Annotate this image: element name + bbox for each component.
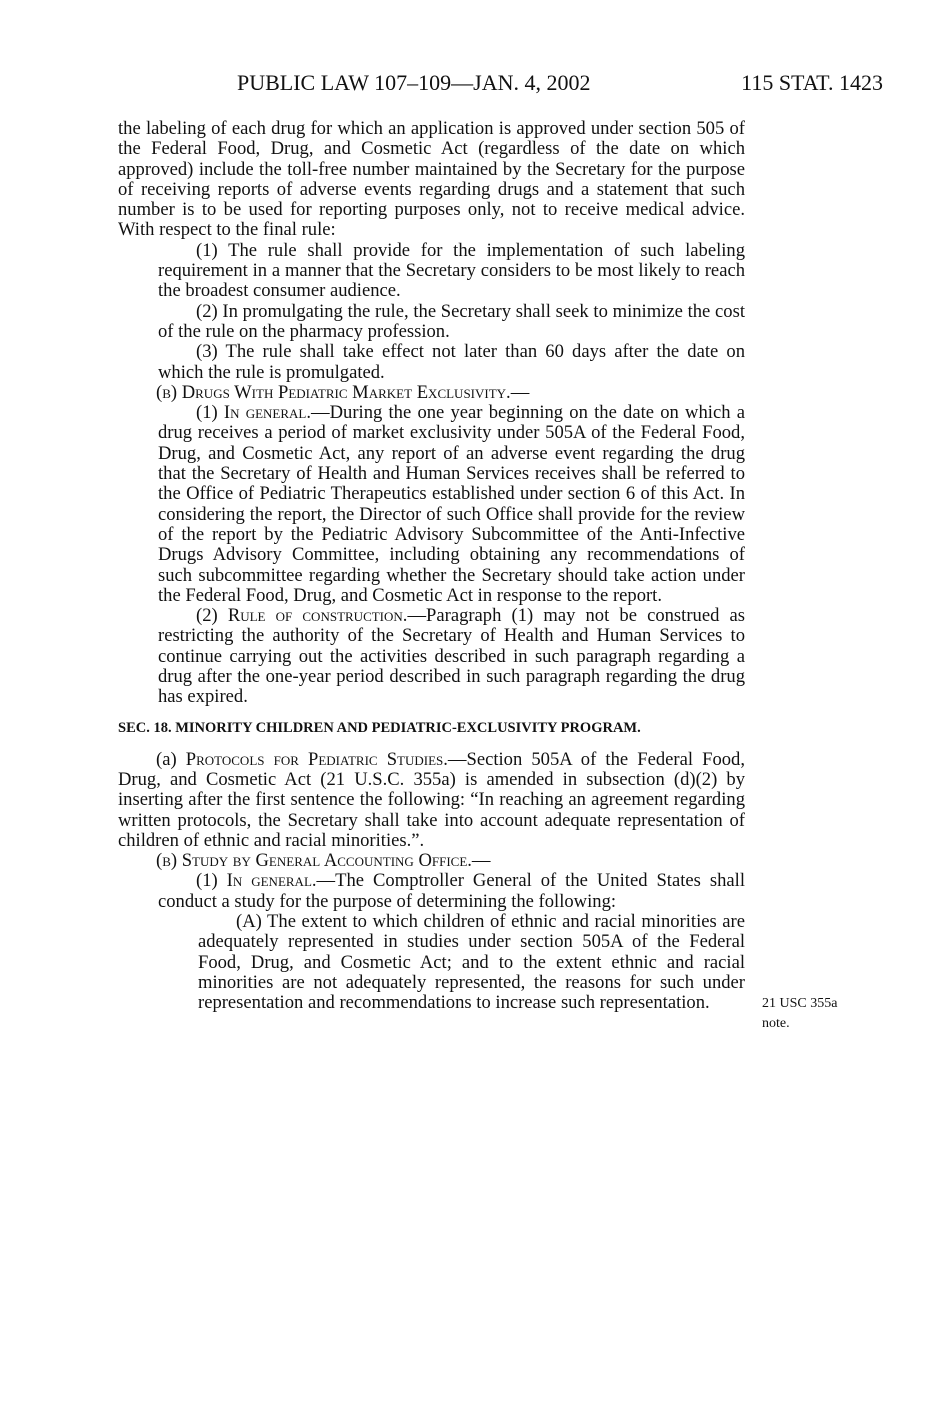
paragraph-18b1-heading: In general. [226,870,317,892]
paragraph-18a [118,750,745,851]
paragraph-18a-number: (a) [156,748,186,770]
subsection-18b-label: (b) Study by General Accounting Office.— [156,850,491,872]
paragraph-b1-number: (1) [196,402,224,424]
paragraph-rule-2: (2) In promulgating the rule, the Secretary shall seek to minimize the cost of the rule on the pharmacy profession. [158,300,745,342]
subsection-b-label: (b) Drugs With Pediatric Market Exclusivity.— [156,381,530,403]
paragraph-rule-1: (1) The rule shall provide for the implementation of such labeling requirement in a manner that the Secretary considers to be most likely to reach the broadest consumer audience. [158,239,745,302]
paragraph-18b1-text: —The Comptroller General of the United States shall conduct a study for the purpose of determining the following: [158,870,745,912]
section-18-heading [118,719,745,738]
margin-note [762,994,837,1034]
subsection-b-heading [118,383,745,403]
paragraph-18b1 [118,871,745,912]
section-title: MINORITY CHILDREN AND PEDIATRIC-EXCLUSIVITY PROGRAM. [175,719,641,736]
paragraph-b2-text: —Paragraph (1) may not be construed as restricting the authority of the Secretary of Health and Human Services to continue carrying out the activities described in such paragraph regarding a drug after the one-year period described in such paragraph regarding the drug has expired. [158,605,745,708]
paragraph-b2 [118,606,745,707]
statute-page-number: 115 STAT. 1423 [741,70,883,95]
subsection-18b-heading [118,851,745,871]
paragraph-labeling: the labeling of each drug for which an application is approved under section 505 of the Federal Food, Drug, and Cosmetic Act (regardless of the date on which approved) include the toll-free number maintained by the Secretary for the purpose of receiving reports of adverse events regarding drugs and a statement that such number is to be used for reporting purposes only, not to receive medical advice. With respect to the final rule: [118,118,745,241]
paragraph-18a-heading: Protocols for Pediatric Studies. [185,748,448,770]
paragraph-rule-3: (3) The rule shall take effect not later than 60 days after the date on which the rule is promulgated. [158,341,745,383]
margin-note-citation: 21 USC 355a [762,996,838,1011]
paragraph-b2-number: (2) [196,605,228,627]
running-head-title: PUBLIC LAW 107–109—JAN. 4, 2002 [237,70,591,95]
margin-note-label: note. [762,1016,790,1031]
page-header [0,70,943,100]
paragraph-18b1a: (A) The extent to which children of ethnic and racial minorities are adequately represented in studies under section 505A of the Federal Food, Drug, and Cosmetic Act; and to the extent ethnic and racial minorities are not adequately represented, the reasons for such under representation and recommendations to increase such representation. [198,910,745,1014]
paragraph-b1 [118,403,745,606]
paragraph-18a-text: —Section 505A of the Federal Food, Drug, and Cosmetic Act (21 U.S.C. 355a) is amended in subsection (d)(2) by inserting after the first sentence the following: “In reaching an agreement regarding written protocols, the Secretary shall take into account adequate representation of children of ethnic and racial minorities.”. [118,748,745,851]
paragraph-b2-heading: Rule of construction. [227,605,408,627]
body-text [118,119,745,1013]
section-number: SEC. 18. [118,719,172,736]
paragraph-b1-heading: In general. [223,402,312,424]
paragraph-18b1-number: (1) [196,870,227,892]
paragraph-b1-text: —During the one year beginning on the date on which a drug receives a period of market exclusivity under 505A of the Federal Food, Drug, and Cosmetic Act, any report of an adverse event regarding the drug that the Secretary of Health and Human Services receives shall be referred to the Office of Pediatric Therapeutics established under section 6 of this Act. In considering the report, the Director of such Office shall provide for the review of the report by the Pediatric Advisory Subcommittee of the Anti-Infective Drugs Advisory Committee, including obtaining any recommendations of such subcommittee regarding whether the Secretary should take action under the Federal Food, Drug, and Cosmetic Act in response to the report. [158,402,745,606]
